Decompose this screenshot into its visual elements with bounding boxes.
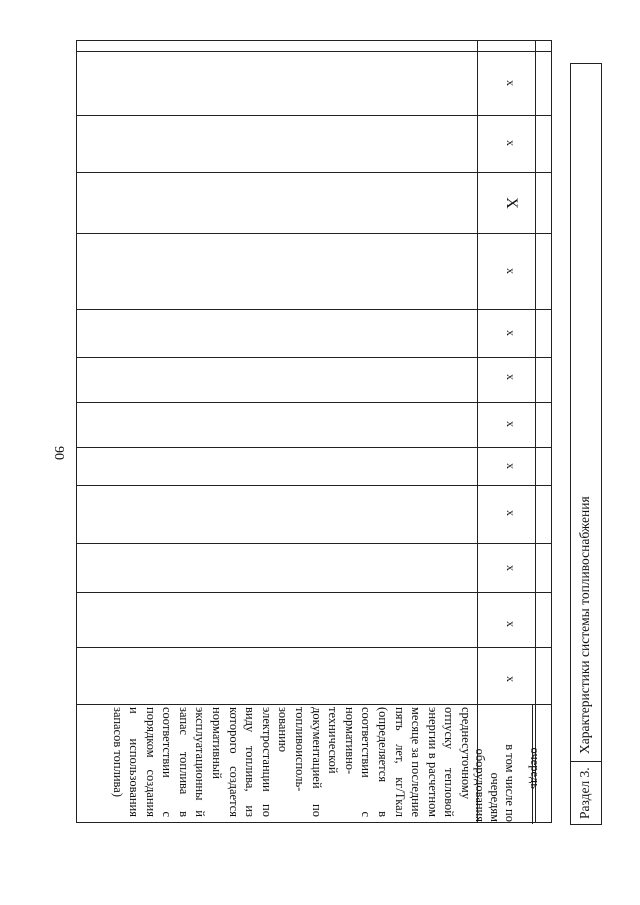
section-title: Характеристики системы топливоснабжения [577,496,592,754]
table-line [77,357,551,358]
table-line [77,51,551,52]
description-cell [77,704,477,824]
table-cell: x [504,421,519,427]
description-text: среднесуточному отпуску тепловой энергии в расчетном месяце за последние пять лет, кг/Ткал (определяется в соответствии с нормативно-технической документацией по топливоисполь-зованию электростанции по виду топлива, из которого создается нормативный эксплуатационны й запас топлива в соответствии с порядком создания и использования запасов топлива) [110,707,473,817]
table-line [535,41,536,822]
table-line [77,172,551,173]
table-line [77,402,551,403]
section-label: Раздел 3. [577,767,592,819]
table-cell: x [504,80,519,86]
table-line [77,592,551,593]
section-frame [570,63,602,825]
data-table [76,40,552,823]
table-cell: x [504,463,519,469]
table-cell: x [504,374,519,380]
subrow-label-queue: очередь [528,747,542,789]
table-line [77,309,551,310]
table-line [77,115,551,116]
table-cell: x [504,330,519,336]
table-cell: x [504,510,519,516]
table-line [77,447,551,448]
section-divider [571,761,601,762]
table-cell: x [504,140,519,146]
table-cell: X [503,197,520,209]
table-cell: x [504,565,519,571]
page-number: 90 [51,446,66,460]
table-cell: x [504,268,519,274]
table-line [77,485,551,486]
table-line [77,233,551,234]
subrow-label: в том числе по очередям оборудования [473,744,517,822]
table-line [77,647,551,648]
table-line [477,41,478,822]
table-line [77,543,551,544]
table-cell: x [504,621,519,627]
table-cell: x [504,676,519,682]
